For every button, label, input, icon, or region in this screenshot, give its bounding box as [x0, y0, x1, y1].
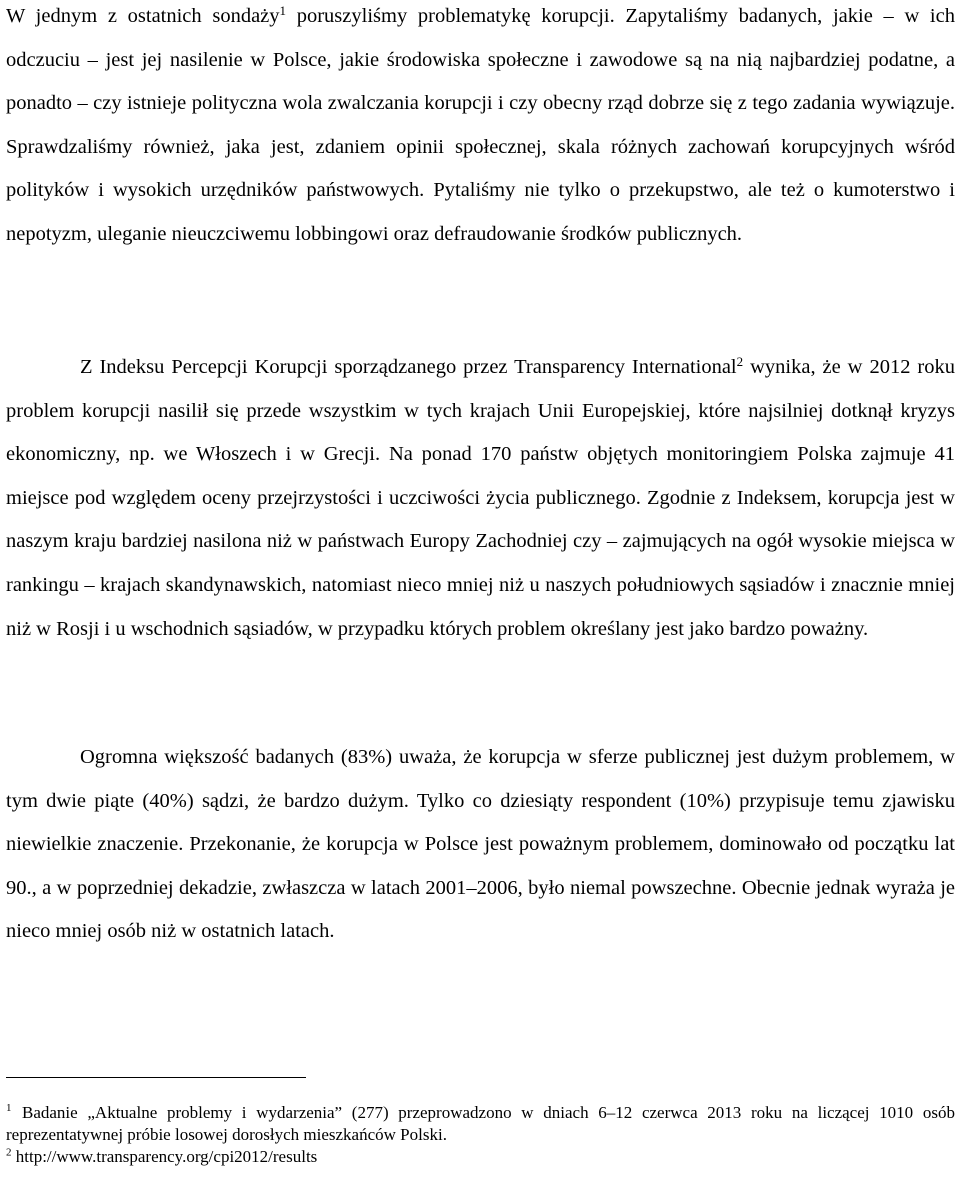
- footnote-ref-1[interactable]: 1: [279, 2, 287, 18]
- paragraph-2: [6, 346, 955, 651]
- footnotes: [6, 1102, 955, 1168]
- paragraph-1-text-start: W jednym z ostatnich sondaży: [6, 5, 280, 27]
- paragraph-1-text-rest: poruszyliśmy problematykę korupcji. Zapytaliśmy badanych, jakie – w ich odczuciu – jest jej nasilenie w Polsce, jakie środowiska społeczne i zawodowe są na nią najbardziej podatne, a ponadto – czy istnieje polityczna wola zwalczania korupcji i czy obecny rząd dobrze się z tego zadania wywiązuje. Sprawdzaliśmy również, jaka jest, zdaniem opinii społecznej, skala różnych zachowań korupcyjnych wśród polityków i wysokich urzędników państwowych. Pytaliśmy nie tylko o przekupstwo, ale też o kumoterstwo i nepotyzm, uleganie nieuczciwemu lobbingowi oraz defraudowanie środków publicznych.: [6, 5, 955, 245]
- footnote-2: [6, 1146, 955, 1168]
- paragraph-2-text-rest: wynika, że w 2012 roku problem korupcji nasilił się przede wszystkim w tych krajach Unii Europejskiej, które najsilniej dotknął kryzys ekonomiczny, np. we Włoszech i w Grecji. Na ponad 170 państw objętych monitoringiem Polska zajmuje 41 miejsce pod względem oceny przejrzystości i uczciwości życia publicznego. Zgodnie z Indeksem, korupcja jest w naszym kraju bardziej nasilona niż w państwach Europy Zachodniej czy – zajmujących na ogół wysokie miejsca w rankingu – krajach skandynawskich, natomiast nieco mniej niż u naszych południowych sąsiadów i znacznie mniej niż w Rosji i u wschodnich sąsiadów, w przypadku których problem określany jest jako bardzo poważny.: [6, 356, 955, 640]
- paragraph-3-text: Ogromna większość badanych (83%) uważa, że korupcja w sferze publicznej jest dużym problemem, w tym dwie piąte (40%) sądzi, że bardzo dużym. Tylko co dziesiąty respondent (10%) przypisuje temu zjawisku niewielkie znaczenie. Przekonanie, że korupcja w Polsce jest poważnym problemem, dominowało od początku lat 90., a w poprzedniej dekadzie, zwłaszcza w latach 2001–2006, było niemal powszechne. Obecnie jednak wyraża je nieco mniej osób niż w ostatnich latach.: [6, 746, 955, 943]
- footnote-separator: [6, 1077, 306, 1078]
- footnote-1: $^1$ Badanie „Aktualne problemy i wydarzenia” (277) przeprowadzono w dniach 6–12 czerwca 2013 roku na liczącej 1010 osób reprezentatywnej próbie losowej dorosłych mieszkańców Polski.: [6, 1102, 955, 1144]
- paragraph-1: [6, 0, 955, 257]
- footnote-ref-2[interactable]: 2: [736, 353, 744, 369]
- paragraph-2-text-start: Z Indeksu Percepcji Korupcji sporządzanego przez Transparency International: [80, 356, 737, 378]
- footnote-2-marker: 2: [6, 1146, 12, 1159]
- paragraph-3: [6, 736, 955, 954]
- footnote-2-link[interactable]: http://www.transparency.org/cpi2012/results: [15, 1147, 318, 1166]
- footnote-1-text: Badanie „Aktualne problemy i wydarzenia” (277) przeprowadzono w dniach 6–12 czerwca 2013 roku na liczącej 1010 osób reprezentatywnej próbie losowej dorosłych mieszkańców Polski.: [6, 1103, 955, 1144]
